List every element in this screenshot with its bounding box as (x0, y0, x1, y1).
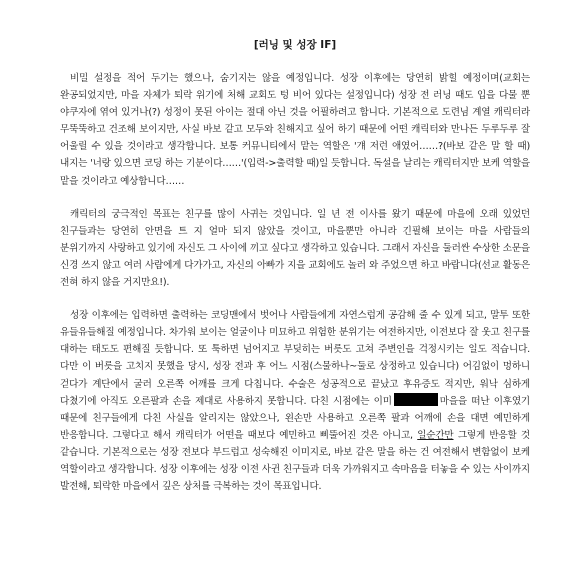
redaction-box (394, 393, 438, 406)
underlined-word: 일순간만 (417, 429, 454, 441)
document-title: [러닝 및 성장 IF] (253, 39, 337, 51)
paragraph-growth (60, 307, 530, 495)
paragraph-secret-setting: 비밀 설정을 적어 두기는 했으나, 숨기지는 않을 예정입니다. 성장 이후에는 당연히 밝힐 예정이며(교회는 완공되었지만, 마을 자체가 퇴락 위기에 처해 교회도 텅 비어 있다는 설정입니다) 성장 전 러닝 때도 입을 다물 뿐 야쿠자에 엮여 있거나(?) 성정이 못된 아이는 절대 아닌 것을 어필하려고 합니다. 기본적으로 도련님 계열 캐릭터라 무뚝뚝하고 건조해 보이지만, 사실 바보 같고 모두와 친해지고 싶어 하기 때문에 어떤 캐릭터와 만나든 두루두루 잘 어울릴 수 있을 것이라고 생각합니다. 보통 커뮤니티에서 맡는 역할은 '걔 저런 애였어……?(바보 같은 말 할 때) 내지는 '너랑 있으면 코딩 하는 기분이다……'(입력->출력할 때)일 듯합니다. 독설을 날리는 캐릭터지만 보케 역할을 맡을 것이라고 예상합니다…… (60, 73, 530, 187)
paragraph-growth-part-3: 그렇게 반응할 것 같습니다. 기본적으로는 성장 전보다 부드럽고 성숙해진 이미지로, 바보 같은 말을 하는 건 여전해서 변함없이 보케 역할이라고 생각합니다. 성장 이후에는 성장 이전 사귄 친구들과 더욱 가까워지고 속마음을 터놓을 수 있는 사이까지 발전해, 퇴락한 마을에서 깊은 상처를 극복하는 것이 목표입니다. (60, 429, 530, 493)
paragraph-growth-part-1: 성장 이후에는 입력하면 출력하는 코딩맨에서 벗어나 사람들에게 자연스럽게 공감해 줄 수 있게 되고, 말투 또한 유들유들해질 예정입니다. 차가워 보이는 얼굴이나 미묘하고 위험한 분위기는 여전하지만, 이전보다 잘 웃고 친구를 대하는 태도도 편해질 듯합니다. 또 툭하면 넘어지고 부딪히는 버릇도 고쳐 주변인을 걱정시키는 일도 적습니다. 다만 이 버릇을 고치지 못했을 당시, 성장 전과 후 어느 시점(스물하나~둘로 상정하고 있습니다) 어김없이 멍하니 걷다가 계단에서 굴러 오른쪽 어깨를 크게 다칩니다. 수술은 성공적으로 끝났고 후유증도 적지만, 워낙 심하게 다쳤기에 아직도 오른팔과 손을 제대로 사용하지 못합니다. 다친 시점에는 이미 (60, 310, 530, 407)
paragraph-growth-part-2: 마을을 떠난 이후였기 때문에 친구들에게 다친 사실을 알리지는 않았으나, 왼손만 사용하고 오른쪽 팔과 어깨에 손을 대면 예민하게 반응합니다. 그렇다고 해서 캐릭터가 어떤을 때보다 예민하고 삐뚤어진 것은 아니고, (60, 395, 530, 441)
document (60, 38, 530, 511)
paragraph-goal: 캐릭터의 궁극적인 목표는 친구를 많이 사귀는 것입니다. 일 년 전 이사를 왔기 때문에 마을에 오래 있었던 친구들과는 당연히 안면을 트 지 얼마 되지 않았을 것이고, 마을뿐만 아니라 긴필해 보이는 마을 사람들의 분위기까지 사랑하고 있기에 자신도 그 사이에 끼고 싶다고 생각하고 있습니다. 그래서 자신을 둘러싼 수상한 소문을 신경 쓰지 않고 여러 사람에게 다가가고, 자신의 아빠가 지을 교회에도 놀러 와 주었으면 하고 바랍니다(선교 활동은 전혀 하지 않을 거지만요!). (60, 208, 530, 289)
